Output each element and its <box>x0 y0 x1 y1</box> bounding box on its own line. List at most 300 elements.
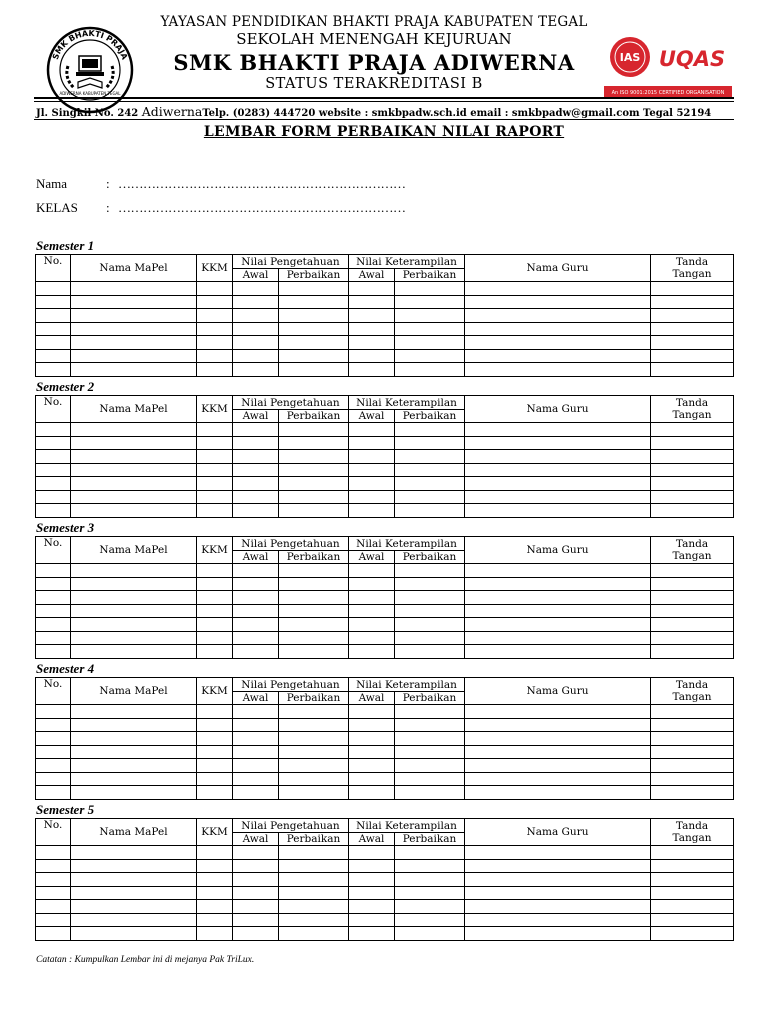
table-cell[interactable] <box>36 423 71 437</box>
table-cell[interactable] <box>36 336 71 350</box>
table-cell[interactable] <box>465 577 651 591</box>
table-cell[interactable] <box>197 859 233 873</box>
table-cell[interactable] <box>71 859 197 873</box>
table-cell[interactable] <box>651 745 734 759</box>
table-cell[interactable] <box>71 322 197 336</box>
table-cell[interactable] <box>233 645 279 659</box>
table-cell[interactable] <box>279 745 349 759</box>
table-cell[interactable] <box>197 631 233 645</box>
table-cell[interactable] <box>395 282 465 296</box>
table-cell[interactable] <box>349 886 395 900</box>
table-cell[interactable] <box>36 900 71 914</box>
table-cell[interactable] <box>395 846 465 860</box>
table-cell[interactable] <box>349 336 395 350</box>
table-cell[interactable] <box>279 477 349 491</box>
table-cell[interactable] <box>465 705 651 719</box>
table-cell[interactable] <box>395 577 465 591</box>
table-cell[interactable] <box>279 336 349 350</box>
table-cell[interactable] <box>395 705 465 719</box>
table-cell[interactable] <box>36 772 71 786</box>
table-cell[interactable] <box>395 322 465 336</box>
table-cell[interactable] <box>279 349 349 363</box>
table-cell[interactable] <box>279 282 349 296</box>
table-cell[interactable] <box>465 886 651 900</box>
table-cell[interactable] <box>233 718 279 732</box>
table-cell[interactable] <box>36 873 71 887</box>
table-cell[interactable] <box>36 591 71 605</box>
table-cell[interactable] <box>197 322 233 336</box>
table-cell[interactable] <box>279 846 349 860</box>
table-cell[interactable] <box>36 886 71 900</box>
table-cell[interactable] <box>36 631 71 645</box>
table-cell[interactable] <box>465 322 651 336</box>
table-cell[interactable] <box>279 564 349 578</box>
table-cell[interactable] <box>197 504 233 518</box>
table-cell[interactable] <box>36 450 71 464</box>
table-cell[interactable] <box>36 859 71 873</box>
table-cell[interactable] <box>233 846 279 860</box>
table-cell[interactable] <box>349 463 395 477</box>
table-cell[interactable] <box>651 577 734 591</box>
table-cell[interactable] <box>233 732 279 746</box>
table-cell[interactable] <box>651 490 734 504</box>
table-cell[interactable] <box>349 577 395 591</box>
table-cell[interactable] <box>197 718 233 732</box>
table-cell[interactable] <box>279 900 349 914</box>
table-cell[interactable] <box>465 604 651 618</box>
table-cell[interactable] <box>651 618 734 632</box>
table-cell[interactable] <box>233 604 279 618</box>
table-cell[interactable] <box>395 631 465 645</box>
table-cell[interactable] <box>233 631 279 645</box>
table-cell[interactable] <box>349 604 395 618</box>
table-cell[interactable] <box>651 282 734 296</box>
table-cell[interactable] <box>349 618 395 632</box>
table-cell[interactable] <box>71 886 197 900</box>
table-cell[interactable] <box>465 477 651 491</box>
table-cell[interactable] <box>71 463 197 477</box>
table-cell[interactable] <box>395 490 465 504</box>
table-cell[interactable] <box>349 423 395 437</box>
table-cell[interactable] <box>197 786 233 800</box>
table-cell[interactable] <box>465 759 651 773</box>
table-cell[interactable] <box>233 927 279 941</box>
table-cell[interactable] <box>36 490 71 504</box>
table-cell[interactable] <box>651 927 734 941</box>
table-cell[interactable] <box>465 591 651 605</box>
table-cell[interactable] <box>349 732 395 746</box>
table-cell[interactable] <box>651 504 734 518</box>
table-cell[interactable] <box>71 436 197 450</box>
table-cell[interactable] <box>36 913 71 927</box>
table-cell[interactable] <box>465 349 651 363</box>
table-cell[interactable] <box>233 295 279 309</box>
table-cell[interactable] <box>197 873 233 887</box>
table-cell[interactable] <box>197 309 233 323</box>
table-cell[interactable] <box>465 900 651 914</box>
table-cell[interactable] <box>651 477 734 491</box>
table-cell[interactable] <box>651 436 734 450</box>
table-cell[interactable] <box>279 859 349 873</box>
table-cell[interactable] <box>395 913 465 927</box>
table-cell[interactable] <box>71 846 197 860</box>
table-cell[interactable] <box>233 618 279 632</box>
table-cell[interactable] <box>395 564 465 578</box>
table-cell[interactable] <box>395 618 465 632</box>
table-cell[interactable] <box>197 846 233 860</box>
table-cell[interactable] <box>197 423 233 437</box>
table-cell[interactable] <box>651 846 734 860</box>
table-cell[interactable] <box>651 913 734 927</box>
table-cell[interactable] <box>71 309 197 323</box>
table-cell[interactable] <box>36 604 71 618</box>
table-cell[interactable] <box>349 759 395 773</box>
table-cell[interactable] <box>279 450 349 464</box>
table-cell[interactable] <box>349 450 395 464</box>
table-cell[interactable] <box>71 363 197 377</box>
table-cell[interactable] <box>233 336 279 350</box>
table-cell[interactable] <box>71 564 197 578</box>
table-cell[interactable] <box>233 577 279 591</box>
table-cell[interactable] <box>349 436 395 450</box>
table-cell[interactable] <box>465 450 651 464</box>
table-cell[interactable] <box>279 913 349 927</box>
table-cell[interactable] <box>651 786 734 800</box>
table-cell[interactable] <box>233 759 279 773</box>
table-cell[interactable] <box>651 705 734 719</box>
table-cell[interactable] <box>395 718 465 732</box>
table-cell[interactable] <box>197 336 233 350</box>
table-cell[interactable] <box>233 363 279 377</box>
table-cell[interactable] <box>197 927 233 941</box>
table-cell[interactable] <box>197 645 233 659</box>
table-cell[interactable] <box>71 336 197 350</box>
table-cell[interactable] <box>197 564 233 578</box>
table-cell[interactable] <box>197 463 233 477</box>
table-cell[interactable] <box>197 591 233 605</box>
table-cell[interactable] <box>71 759 197 773</box>
table-cell[interactable] <box>197 577 233 591</box>
table-cell[interactable] <box>651 463 734 477</box>
table-cell[interactable] <box>651 873 734 887</box>
table-cell[interactable] <box>279 490 349 504</box>
table-cell[interactable] <box>395 423 465 437</box>
table-cell[interactable] <box>349 745 395 759</box>
table-cell[interactable] <box>465 363 651 377</box>
table-cell[interactable] <box>395 336 465 350</box>
table-cell[interactable] <box>349 309 395 323</box>
table-cell[interactable] <box>71 718 197 732</box>
table-cell[interactable] <box>465 295 651 309</box>
table-cell[interactable] <box>465 490 651 504</box>
table-cell[interactable] <box>395 363 465 377</box>
table-cell[interactable] <box>233 786 279 800</box>
table-cell[interactable] <box>395 873 465 887</box>
table-cell[interactable] <box>651 349 734 363</box>
table-cell[interactable] <box>651 336 734 350</box>
table-cell[interactable] <box>36 477 71 491</box>
table-cell[interactable] <box>279 705 349 719</box>
table-cell[interactable] <box>279 322 349 336</box>
table-cell[interactable] <box>465 786 651 800</box>
table-cell[interactable] <box>349 873 395 887</box>
table-cell[interactable] <box>197 349 233 363</box>
table-cell[interactable] <box>197 450 233 464</box>
table-cell[interactable] <box>233 349 279 363</box>
table-cell[interactable] <box>197 295 233 309</box>
table-cell[interactable] <box>279 436 349 450</box>
table-cell[interactable] <box>651 631 734 645</box>
table-cell[interactable] <box>349 772 395 786</box>
table-cell[interactable] <box>465 564 651 578</box>
table-cell[interactable] <box>279 886 349 900</box>
table-cell[interactable] <box>71 873 197 887</box>
table-cell[interactable] <box>279 577 349 591</box>
table-cell[interactable] <box>36 463 71 477</box>
table-cell[interactable] <box>349 477 395 491</box>
table-cell[interactable] <box>349 913 395 927</box>
table-cell[interactable] <box>233 436 279 450</box>
table-cell[interactable] <box>279 309 349 323</box>
table-cell[interactable] <box>197 490 233 504</box>
table-cell[interactable] <box>71 349 197 363</box>
table-cell[interactable] <box>71 927 197 941</box>
table-cell[interactable] <box>395 786 465 800</box>
table-cell[interactable] <box>279 786 349 800</box>
table-cell[interactable] <box>197 705 233 719</box>
table-cell[interactable] <box>36 504 71 518</box>
field-blank-line[interactable]: …………………………………………………………… <box>118 200 406 215</box>
table-cell[interactable] <box>465 463 651 477</box>
table-cell[interactable] <box>197 618 233 632</box>
table-cell[interactable] <box>233 873 279 887</box>
table-cell[interactable] <box>349 349 395 363</box>
table-cell[interactable] <box>395 436 465 450</box>
table-cell[interactable] <box>71 450 197 464</box>
table-cell[interactable] <box>71 490 197 504</box>
table-cell[interactable] <box>465 732 651 746</box>
table-cell[interactable] <box>395 349 465 363</box>
table-cell[interactable] <box>36 786 71 800</box>
table-cell[interactable] <box>651 645 734 659</box>
table-cell[interactable] <box>395 463 465 477</box>
table-cell[interactable] <box>36 645 71 659</box>
table-cell[interactable] <box>465 846 651 860</box>
table-cell[interactable] <box>349 504 395 518</box>
table-cell[interactable] <box>651 718 734 732</box>
table-cell[interactable] <box>71 705 197 719</box>
table-cell[interactable] <box>279 732 349 746</box>
table-cell[interactable] <box>651 309 734 323</box>
table-cell[interactable] <box>279 873 349 887</box>
table-cell[interactable] <box>395 591 465 605</box>
table-cell[interactable] <box>395 604 465 618</box>
table-cell[interactable] <box>36 564 71 578</box>
table-cell[interactable] <box>71 577 197 591</box>
table-cell[interactable] <box>465 718 651 732</box>
table-cell[interactable] <box>651 900 734 914</box>
table-cell[interactable] <box>279 631 349 645</box>
table-cell[interactable] <box>395 886 465 900</box>
table-cell[interactable] <box>465 927 651 941</box>
table-cell[interactable] <box>233 913 279 927</box>
table-cell[interactable] <box>71 786 197 800</box>
table-cell[interactable] <box>349 927 395 941</box>
table-cell[interactable] <box>71 604 197 618</box>
table-cell[interactable] <box>36 759 71 773</box>
table-cell[interactable] <box>279 295 349 309</box>
table-cell[interactable] <box>279 604 349 618</box>
table-cell[interactable] <box>349 859 395 873</box>
table-cell[interactable] <box>465 772 651 786</box>
table-cell[interactable] <box>395 504 465 518</box>
table-cell[interactable] <box>233 705 279 719</box>
table-cell[interactable] <box>349 705 395 719</box>
table-cell[interactable] <box>36 322 71 336</box>
table-cell[interactable] <box>651 886 734 900</box>
table-cell[interactable] <box>395 759 465 773</box>
table-cell[interactable] <box>349 591 395 605</box>
table-cell[interactable] <box>233 282 279 296</box>
table-cell[interactable] <box>349 846 395 860</box>
table-cell[interactable] <box>71 631 197 645</box>
table-cell[interactable] <box>233 490 279 504</box>
table-cell[interactable] <box>465 631 651 645</box>
table-cell[interactable] <box>349 363 395 377</box>
table-cell[interactable] <box>651 591 734 605</box>
table-cell[interactable] <box>395 477 465 491</box>
table-cell[interactable] <box>465 873 651 887</box>
table-cell[interactable] <box>465 645 651 659</box>
table-cell[interactable] <box>395 900 465 914</box>
table-cell[interactable] <box>233 477 279 491</box>
table-cell[interactable] <box>465 309 651 323</box>
table-cell[interactable] <box>197 282 233 296</box>
table-cell[interactable] <box>349 631 395 645</box>
table-cell[interactable] <box>36 927 71 941</box>
table-cell[interactable] <box>465 745 651 759</box>
table-cell[interactable] <box>71 504 197 518</box>
table-cell[interactable] <box>395 645 465 659</box>
table-cell[interactable] <box>651 423 734 437</box>
table-cell[interactable] <box>651 564 734 578</box>
table-cell[interactable] <box>36 349 71 363</box>
table-cell[interactable] <box>36 436 71 450</box>
table-cell[interactable] <box>651 363 734 377</box>
table-cell[interactable] <box>233 772 279 786</box>
table-cell[interactable] <box>279 504 349 518</box>
table-cell[interactable] <box>197 759 233 773</box>
table-cell[interactable] <box>279 718 349 732</box>
table-cell[interactable] <box>233 591 279 605</box>
table-cell[interactable] <box>465 336 651 350</box>
table-cell[interactable] <box>349 564 395 578</box>
table-cell[interactable] <box>465 436 651 450</box>
table-cell[interactable] <box>233 859 279 873</box>
table-cell[interactable] <box>197 745 233 759</box>
table-cell[interactable] <box>36 363 71 377</box>
table-cell[interactable] <box>71 477 197 491</box>
table-cell[interactable] <box>233 322 279 336</box>
table-cell[interactable] <box>465 913 651 927</box>
table-cell[interactable] <box>465 504 651 518</box>
table-cell[interactable] <box>36 718 71 732</box>
table-cell[interactable] <box>395 772 465 786</box>
table-cell[interactable] <box>349 718 395 732</box>
table-cell[interactable] <box>395 309 465 323</box>
table-cell[interactable] <box>349 645 395 659</box>
table-cell[interactable] <box>197 436 233 450</box>
table-cell[interactable] <box>395 927 465 941</box>
table-cell[interactable] <box>233 423 279 437</box>
table-cell[interactable] <box>651 772 734 786</box>
table-cell[interactable] <box>36 745 71 759</box>
table-cell[interactable] <box>233 564 279 578</box>
table-cell[interactable] <box>349 295 395 309</box>
table-cell[interactable] <box>233 463 279 477</box>
table-cell[interactable] <box>279 591 349 605</box>
table-cell[interactable] <box>465 859 651 873</box>
table-cell[interactable] <box>465 423 651 437</box>
table-cell[interactable] <box>36 846 71 860</box>
table-cell[interactable] <box>349 322 395 336</box>
table-cell[interactable] <box>71 900 197 914</box>
table-cell[interactable] <box>651 732 734 746</box>
table-cell[interactable] <box>651 450 734 464</box>
table-cell[interactable] <box>197 886 233 900</box>
table-cell[interactable] <box>36 295 71 309</box>
table-cell[interactable] <box>395 859 465 873</box>
table-cell[interactable] <box>36 282 71 296</box>
field-blank-line[interactable]: …………………………………………………………… <box>118 176 406 191</box>
table-cell[interactable] <box>233 309 279 323</box>
table-cell[interactable] <box>279 423 349 437</box>
table-cell[interactable] <box>279 927 349 941</box>
table-cell[interactable] <box>395 745 465 759</box>
table-cell[interactable] <box>279 618 349 632</box>
table-cell[interactable] <box>71 745 197 759</box>
table-cell[interactable] <box>279 772 349 786</box>
table-cell[interactable] <box>71 913 197 927</box>
table-cell[interactable] <box>197 900 233 914</box>
table-cell[interactable] <box>233 886 279 900</box>
table-cell[interactable] <box>36 705 71 719</box>
table-cell[interactable] <box>197 604 233 618</box>
table-cell[interactable] <box>71 645 197 659</box>
table-cell[interactable] <box>349 786 395 800</box>
table-cell[interactable] <box>197 913 233 927</box>
table-cell[interactable] <box>395 732 465 746</box>
table-cell[interactable] <box>395 295 465 309</box>
table-cell[interactable] <box>349 282 395 296</box>
table-cell[interactable] <box>233 450 279 464</box>
table-cell[interactable] <box>465 282 651 296</box>
table-cell[interactable] <box>651 859 734 873</box>
table-cell[interactable] <box>349 900 395 914</box>
table-cell[interactable] <box>233 745 279 759</box>
table-cell[interactable] <box>71 423 197 437</box>
table-cell[interactable] <box>71 618 197 632</box>
table-cell[interactable] <box>279 759 349 773</box>
table-cell[interactable] <box>465 618 651 632</box>
table-cell[interactable] <box>395 450 465 464</box>
table-cell[interactable] <box>71 772 197 786</box>
table-cell[interactable] <box>233 900 279 914</box>
table-cell[interactable] <box>197 772 233 786</box>
table-cell[interactable] <box>197 363 233 377</box>
table-cell[interactable] <box>71 295 197 309</box>
table-cell[interactable] <box>651 604 734 618</box>
